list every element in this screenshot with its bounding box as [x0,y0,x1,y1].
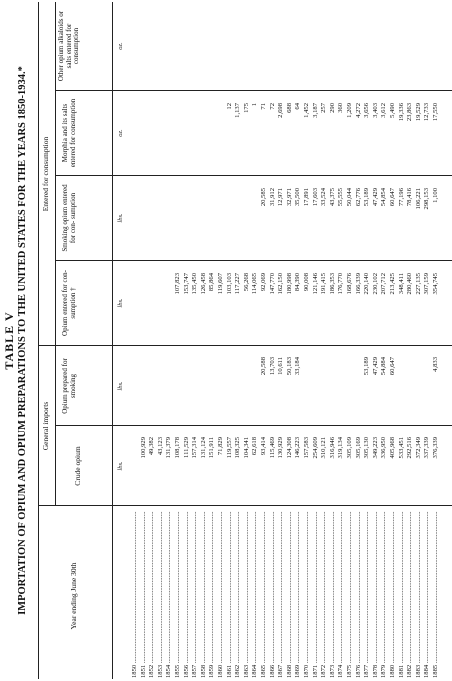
cell-prepared: 54,884 [380,357,388,376]
cell-crude: 43,123 [156,437,164,456]
cell-crude: 533,451 [397,437,405,459]
row-year: 1856 ..... [182,508,192,678]
cell-crude: 115,469 [268,437,276,459]
cell-crude: 93,414 [260,437,267,456]
cell-entered: 153,747 [182,273,190,295]
cell-crude: 71,829 [217,437,224,456]
cell-smoking: 55,555 [337,188,345,207]
cell-smoking: 53,189 [363,188,371,207]
row-year: 1852 ..... [147,508,157,678]
cell-crude: 376,339 [432,437,439,459]
header-crude-opium: Crude opium [73,446,82,486]
cell-crude: 157,583 [303,437,310,459]
cell-morphia: 1,137 [234,103,242,118]
cell-prepared: 53,189 [363,357,371,376]
row-year: 1858 ..... [199,508,209,678]
row-year: 1874 ..... [336,508,346,678]
cell-crude: 372,349 [414,437,422,459]
cell-morphia: 5,490 [389,103,396,118]
cell-entered: 84,390 [294,273,302,292]
cell-crude: 349,223 [371,437,379,459]
cell-entered: 56,268 [242,273,250,292]
table-label: TABLE V [2,311,16,370]
rule-group [55,2,56,506]
row-year: 1864 ..... [250,508,260,678]
cell-smoking: 1,100 [432,188,439,203]
cell-entered: 85,864 [208,273,216,292]
row-year: 1882 ..... [405,508,415,678]
cell-entered: 114,065 [251,273,259,295]
rule-top [38,2,39,679]
header-smoking-opium: Smoking opium entered for con- sumption [61,184,77,252]
cell-morphia: 3,612 [380,103,388,118]
cell-entered: 90,008 [303,273,310,292]
divider-morphia [55,90,452,91]
cell-entered: 121,146 [311,273,319,295]
cell-prepared: 33,184 [294,357,302,376]
header-year: Year ending June 30th [69,562,78,630]
group-header-entered: Entered for consumption [41,136,50,212]
cell-crude: 124,308 [285,437,293,459]
cell-smoking: 17,603 [311,188,319,207]
cell-entered: 147,770 [268,273,276,295]
cell-crude: 119,557 [225,437,233,459]
group-header-general-imports: General imports [41,401,50,451]
row-year: 1870 ..... [302,508,312,678]
row-year: 1866 ..... [268,508,278,678]
row-year: 1860 ..... [216,508,226,678]
cell-morphia: 19,529 [414,103,422,122]
cell-crude: 130,929 [277,437,285,459]
cell-crude: 108,178 [174,437,181,459]
cell-other [431,19,441,85]
cell-crude: 305,109 [346,437,353,459]
cell-smoking: 78,416 [406,188,414,207]
cell-crude: 305,130 [363,437,371,459]
cell-smoking: 31,912 [268,188,276,207]
cell-entered: 227,135 [414,273,422,295]
row-year: 1859 ..... [207,508,217,678]
table-title: IMPORTATION OF OPIUM AND OPIUM PREPARATIONS TO THE UNITED STATES FOR THE YEARS 1850-1934.* [17,66,28,615]
cell-entered: 186,353 [328,273,336,295]
cell-smoking: 17,891 [303,188,310,207]
row-year: 1862 ..... [233,508,243,678]
cell-crude: 336,950 [380,437,388,459]
unit-morphia: oz. [117,129,124,137]
cell-crude: 337,339 [423,437,431,459]
cell-entered: 135,450 [191,273,199,295]
row-year: 1885 ..... [431,508,441,678]
cell-crude: 108,325 [234,437,242,459]
row-year: 1878 ..... [371,508,381,678]
cell-morphia: 12 [225,103,233,110]
cell-entered: 191,415 [320,273,328,295]
cell-crude: 151,911 [208,437,216,459]
header-prepared-opium: Opium prepared for smoking [61,358,77,414]
unit-smoking: lbs. [117,213,124,223]
cell-entered: 348,411 [397,273,405,295]
cell-morphia: 19,336 [397,103,405,122]
divider-crude [55,425,452,426]
cell-smoking: 32,971 [285,188,293,207]
cell-entered: 92,069 [260,273,267,292]
cell-smoking: 50,044 [346,188,353,207]
header-other-alkaloids: Other opium alkaloids or salts entered for consumption [57,10,80,82]
cell-smoking: 20,585 [260,188,267,207]
cell-crude: 316,946 [328,437,336,459]
unit-other: oz. [117,42,124,50]
cell-morphia: 72 [268,103,276,110]
row-year: 1876 ..... [354,508,364,678]
cell-crude: 305,169 [354,437,362,459]
cell-smoking: 77,196 [397,188,405,207]
cell-morphia: 290 [328,103,336,113]
cell-crude: 254,609 [311,437,319,459]
cell-crude: 157,314 [191,437,199,459]
cell-morphia: 12,733 [423,103,431,122]
cell-entered: 119,607 [217,273,224,295]
cell-crude: 100,929 [139,437,147,459]
cell-crude: 405,968 [389,437,396,459]
row-year: 1857 ..... [190,508,200,678]
row-year: 1854 ..... [164,508,174,678]
cell-smoking: 298,153 [423,188,431,210]
cell-morphia: 257 [320,103,328,113]
cell-entered: 107,823 [174,273,181,295]
row-year: 1851 ..... [139,508,149,678]
cell-smoking: 62,776 [354,188,362,207]
cell-entered: 307,159 [423,273,431,295]
cell-entered: 176,770 [337,273,345,295]
cell-entered: 207,712 [380,273,388,295]
row-year: 1861 ..... [225,508,235,678]
row-year: 1880 ..... [388,508,398,678]
cell-prepared: 10,611 [277,357,285,375]
row-year: 1877 ..... [362,508,372,678]
row-year: 1879 ..... [379,508,389,678]
cell-morphia: 64 [294,103,302,110]
row-year: 1865 ..... [259,508,269,678]
cell-morphia: 1,452 [303,103,310,118]
cell-prepared: 60,647 [389,357,396,376]
header-entered-opium: Opium entered for con- sumption † [61,270,77,336]
cell-morphia: 360 [337,103,345,113]
cell-morphia: 17,550 [432,103,439,122]
cell-prepared: 13,703 [268,357,276,376]
cell-entered: 117,227 [234,273,242,295]
cell-crude: 62,618 [251,437,259,456]
row-year: 1853 ..... [156,508,166,678]
cell-crude: 310,121 [320,437,328,459]
cell-crude: 104,341 [242,437,250,459]
cell-morphia: 688 [285,103,293,113]
cell-morphia: 71 [260,103,267,110]
row-year: 1881 ..... [397,508,407,678]
cell-prepared: 50,183 [285,357,293,376]
row-year: 1884 ..... [422,508,432,678]
cell-morphia: 23,863 [406,103,414,122]
cell-crude: 292,516 [406,437,414,459]
cell-morphia: 1,209 [346,103,353,118]
cell-morphia: 175 [242,103,250,113]
cell-smoking: 33,524 [320,188,328,207]
cell-crude: 49,382 [148,437,156,456]
cell-crude: 111,529 [182,437,190,458]
divider-group [38,345,452,346]
cell-smoking: 54,854 [380,188,388,207]
cell-entered: 354,745 [432,273,439,295]
cell-morphia: 3,187 [311,103,319,118]
cell-entered: 126,458 [199,273,207,295]
row-year: 1850 ..... [130,508,140,678]
cell-morphia: 2,698 [277,103,285,118]
cell-smoking: 43,375 [328,188,336,207]
rule-header-bottom [112,2,113,679]
cell-morphia: 1 [251,103,259,107]
row-year: 1867 ..... [276,508,286,678]
cell-smoking: 47,429 [371,188,379,207]
unit-crude: lbs. [117,461,124,471]
cell-smoking: 106,221 [414,188,422,210]
cell-prepared: 4,833 [432,357,439,372]
divider-entered [55,260,452,261]
cell-crude: 146,223 [294,437,302,459]
divider-year [38,505,452,506]
row-year: 1872 ..... [319,508,329,678]
cell-entered: 230,102 [371,273,379,295]
cell-entered: 280,460 [406,273,414,295]
row-year: 1863 ..... [242,508,252,678]
header-morphia: Morphia and its salts entered for consumption [61,98,77,168]
cell-entered: 168,676 [346,273,353,295]
cell-entered: 220,140 [363,273,371,295]
cell-entered: 166,339 [354,273,362,295]
cell-crude: 319,134 [337,437,345,459]
row-year: 1855 ..... [173,508,183,678]
cell-morphia: 4,272 [354,103,362,118]
cell-entered: 103,103 [225,273,233,295]
cell-entered: 180,998 [285,273,293,295]
cell-prepared: 47,429 [371,357,379,376]
cell-crude: 131,379 [165,437,173,459]
row-year: 1883 ..... [414,508,424,678]
cell-morphia: 3,656 [363,103,371,118]
row-year: 1868 ..... [285,508,295,678]
row-year: 1873 ..... [328,508,338,678]
row-year: 1869 ..... [293,508,303,678]
cell-entered: 213,425 [389,273,396,295]
cell-entered: 162,150 [277,273,285,295]
row-year: 1871 ..... [311,508,321,678]
divider-smoking [55,175,452,176]
cell-crude: 131,124 [199,437,207,459]
unit-entered: lbs. [117,298,124,308]
cell-smoking: 12,971 [277,188,285,207]
cell-smoking: 60,647 [389,188,396,207]
unit-prepared: lbs. [117,381,124,391]
cell-prepared: 20,588 [260,357,267,376]
cell-smoking: 35,500 [294,188,302,207]
cell-morphia: 3,403 [371,103,379,118]
row-year: 1875 ..... [345,508,355,678]
